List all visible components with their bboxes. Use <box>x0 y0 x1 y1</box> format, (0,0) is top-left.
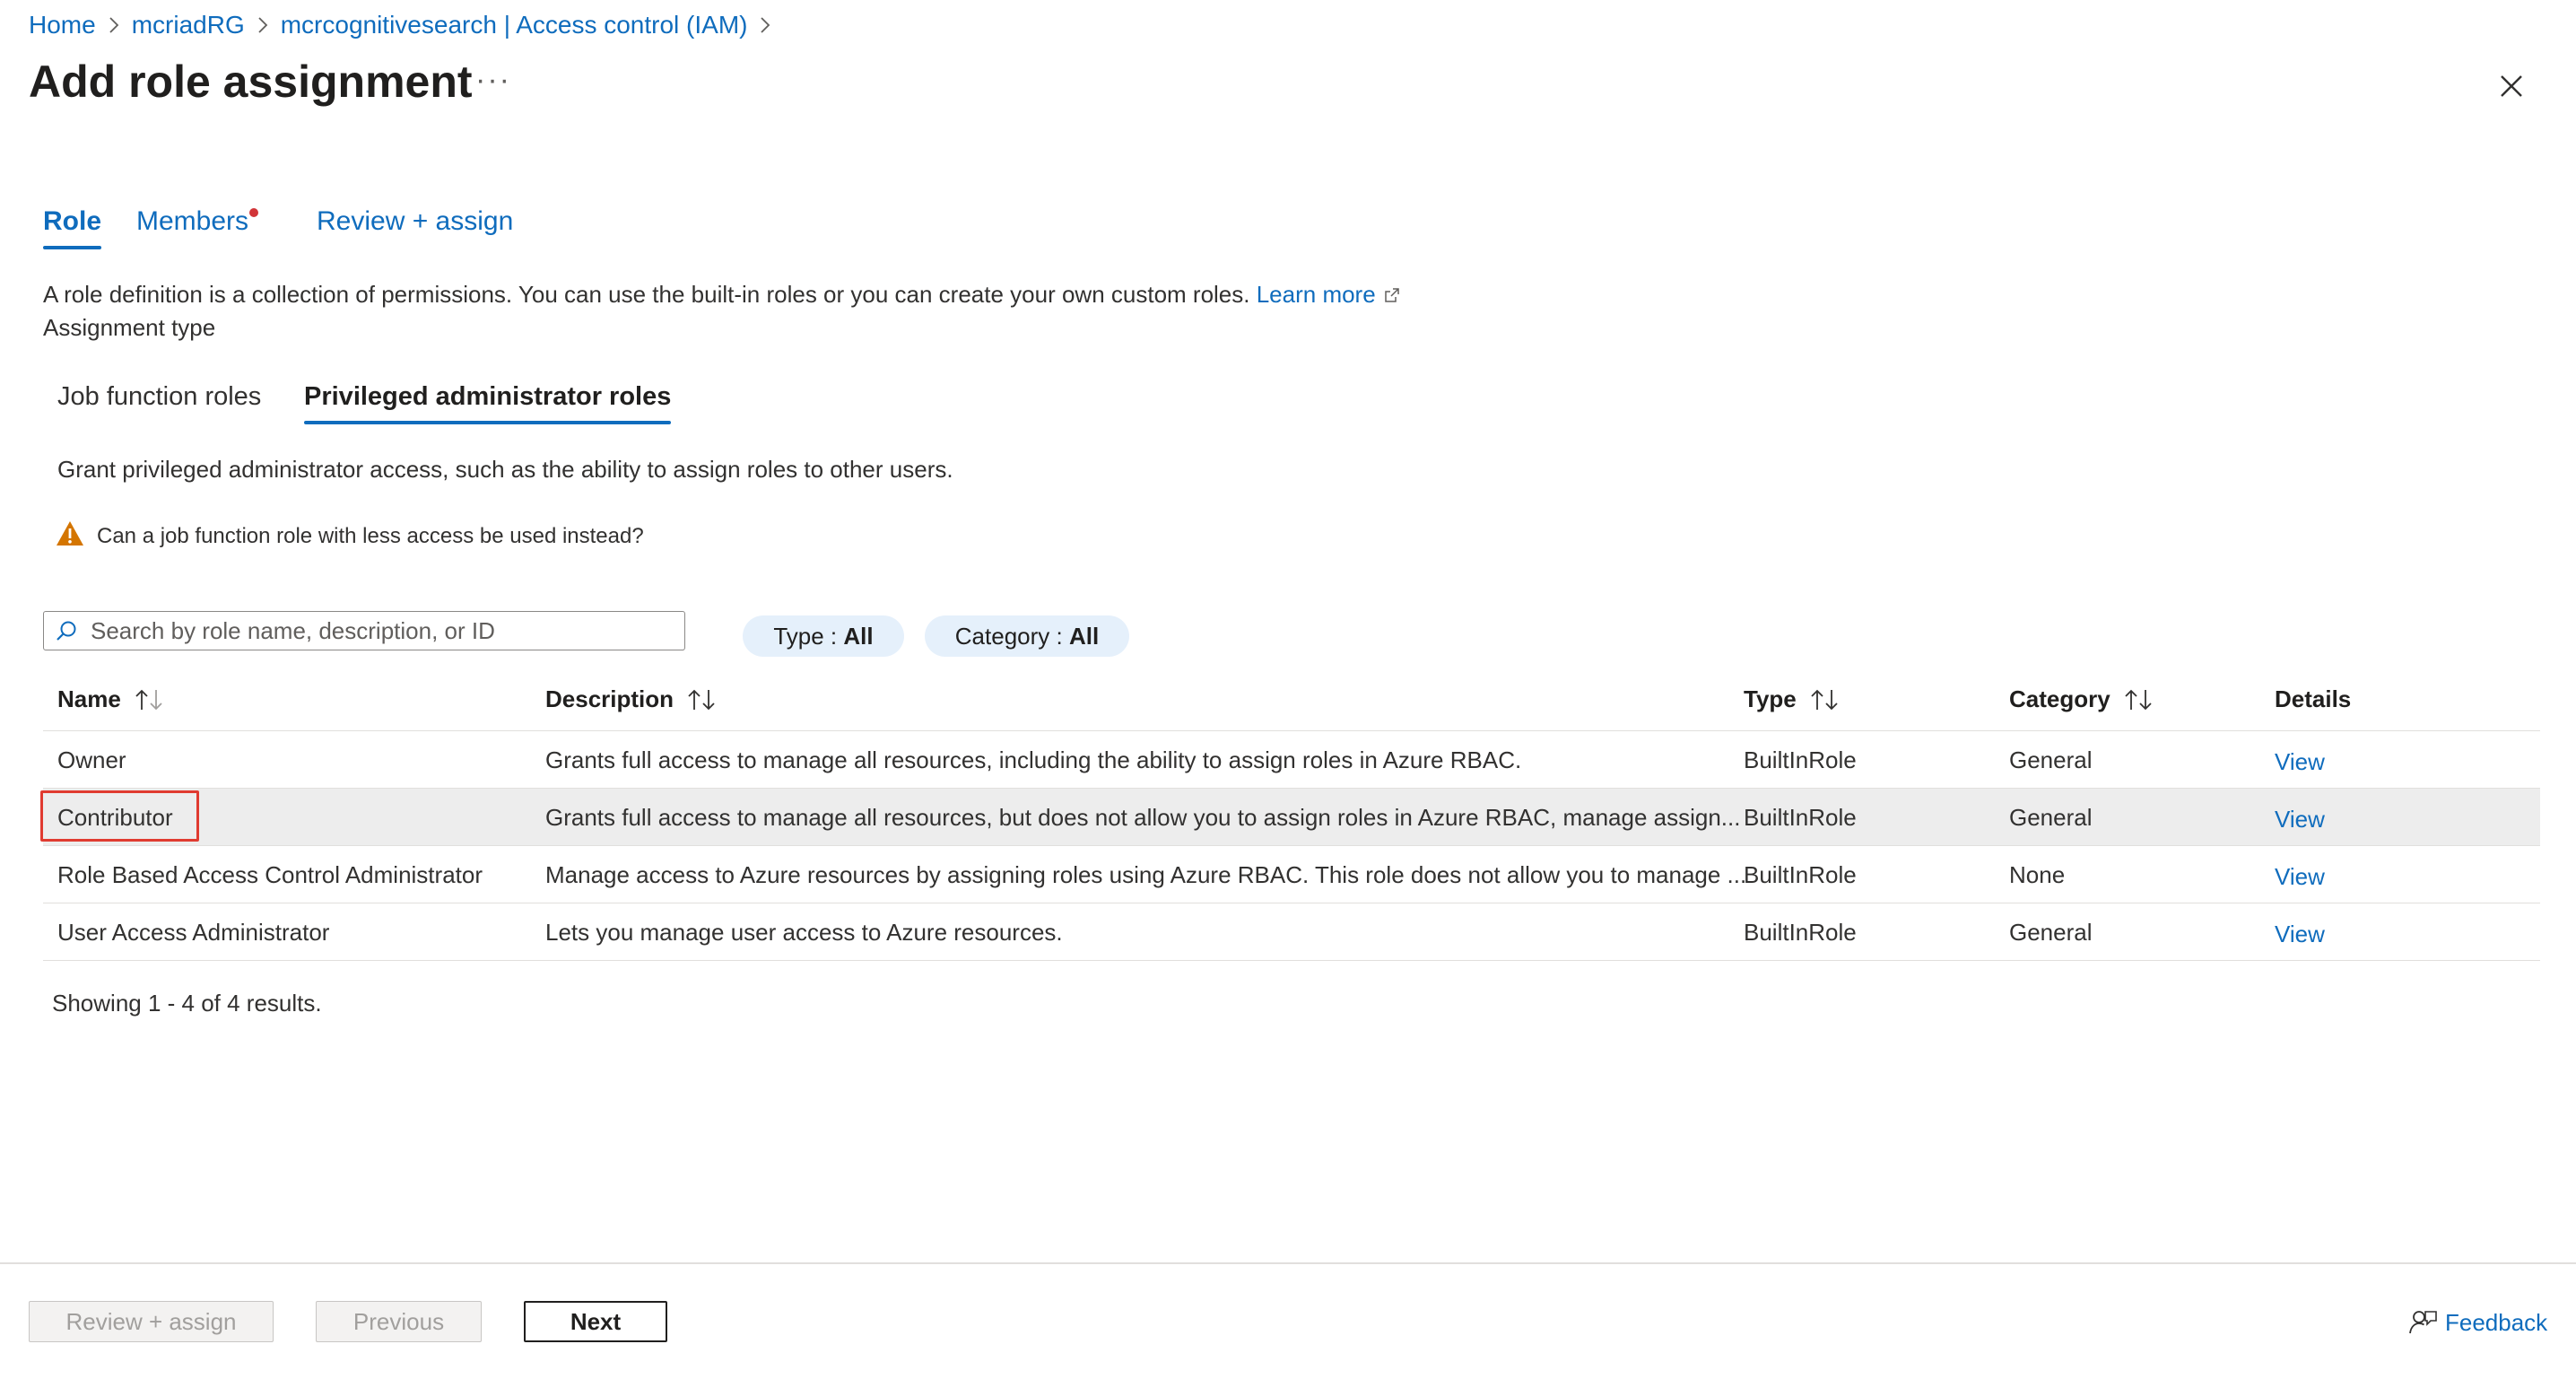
role-description-cell: Grants full access to manage all resources, but does not allow you to assign roles in Azure RBAC, manage assign... <box>545 804 1741 831</box>
external-link-icon <box>1383 283 1401 310</box>
role-type: BuiltInRole <box>1744 804 1857 831</box>
close-button[interactable] <box>2493 68 2529 104</box>
view-details-link[interactable]: View <box>2275 748 2325 775</box>
role-name: User Access Administrator <box>57 919 330 946</box>
chevron-right-icon <box>257 16 268 34</box>
filter-type-label: Type : <box>773 622 838 650</box>
sort-icon <box>2123 688 2154 711</box>
role-name: Contributor <box>57 804 173 831</box>
assignment-type-label: Assignment type <box>43 314 216 341</box>
column-header-category[interactable] <box>2009 685 2154 713</box>
filter-type[interactable] <box>743 615 904 657</box>
feedback-label: Feedback <box>2445 1308 2548 1336</box>
filter-type-value: All <box>843 622 874 650</box>
view-details-link[interactable]: View <box>2275 806 2325 833</box>
filter-category-value: All <box>1068 622 1100 650</box>
table-row[interactable] <box>43 846 2540 903</box>
warning-text: Can a job function role with less access be used instead? <box>97 523 644 548</box>
search-box <box>43 611 685 650</box>
warning-message <box>56 520 644 552</box>
breadcrumb-home[interactable]: Home <box>29 11 96 39</box>
previous-button[interactable]: Previous <box>316 1301 482 1342</box>
sort-ascending-icon <box>134 688 164 711</box>
role-type: BuiltInRole <box>1744 861 1857 888</box>
role-description-cell: Manage access to Azure resources by assigning roles using Azure RBAC. This role does not allow you to manage ... <box>545 861 1747 888</box>
footer-divider <box>0 1262 2576 1264</box>
grant-description: Grant privileged administrator access, such as the ability to assign roles to other users. <box>57 456 953 483</box>
column-header-description[interactable] <box>545 685 717 713</box>
column-name-label: Name <box>57 685 121 712</box>
close-icon <box>2493 68 2529 104</box>
search-icon <box>55 619 78 642</box>
view-details-link[interactable]: View <box>2275 863 2325 890</box>
role-type: BuiltInRole <box>1744 746 1857 773</box>
column-type-label: Type <box>1744 685 1797 712</box>
warning-icon <box>56 520 84 552</box>
roles-table <box>43 671 2540 961</box>
breadcrumb-access-control[interactable]: mcrcognitivesearch | Access control (IAM) <box>280 11 748 39</box>
role-description-cell: Grants full access to manage all resources, including the ability to assign roles in Azure RBAC. <box>545 746 1522 773</box>
column-description-label: Description <box>545 685 674 712</box>
learn-more-link[interactable]: Learn more <box>1256 281 1376 308</box>
role-description-cell: Lets you manage user access to Azure resources. <box>545 919 1063 946</box>
results-count: Showing 1 - 4 of 4 results. <box>52 990 322 1017</box>
table-row-selected[interactable] <box>43 789 2540 846</box>
role-description <box>43 281 1401 310</box>
breadcrumb <box>29 9 783 41</box>
chevron-right-icon <box>760 16 770 34</box>
breadcrumb-resource-group[interactable]: mcriadRG <box>131 11 245 39</box>
tab-job-function-roles[interactable]: Job function roles <box>57 382 262 411</box>
page-title: Add role assignment <box>29 57 473 107</box>
role-category: General <box>2009 746 2093 773</box>
more-options-button[interactable]: ··· <box>475 63 511 97</box>
tab-role[interactable]: Role <box>43 206 101 249</box>
table-header <box>43 671 2540 731</box>
column-header-type[interactable] <box>1744 685 1840 713</box>
review-assign-button[interactable]: Review + assign <box>29 1301 274 1342</box>
role-name: Owner <box>57 746 126 773</box>
column-details-label: Details <box>2275 685 2352 712</box>
role-type: BuiltInRole <box>1744 919 1857 946</box>
table-row[interactable] <box>43 903 2540 961</box>
sort-icon <box>1809 688 1840 711</box>
view-details-link[interactable]: View <box>2275 921 2325 947</box>
tab-members[interactable]: Members <box>136 206 249 236</box>
tab-privileged-administrator-roles[interactable]: Privileged administrator roles <box>304 382 671 424</box>
column-header-name[interactable] <box>57 685 164 713</box>
feedback-button[interactable] <box>2407 1308 2547 1337</box>
search-input[interactable] <box>89 616 666 646</box>
filter-category-label: Category : <box>954 622 1063 650</box>
column-category-label: Category <box>2009 685 2110 712</box>
filter-category[interactable] <box>925 615 1129 657</box>
feedback-icon <box>2407 1308 2438 1337</box>
next-button[interactable]: Next <box>524 1301 667 1342</box>
tab-review-assign[interactable]: Review + assign <box>317 206 514 236</box>
table-row[interactable] <box>43 731 2540 789</box>
members-indicator-dot <box>249 208 258 217</box>
role-name: Role Based Access Control Administrator <box>57 861 483 888</box>
sort-icon <box>686 688 717 711</box>
role-description-text: A role definition is a collection of permissions. You can use the built-in roles or you can create your own custom roles. <box>43 281 1257 308</box>
column-header-details <box>2275 685 2351 713</box>
chevron-right-icon <box>109 16 119 34</box>
role-category: None <box>2009 861 2066 888</box>
role-category: General <box>2009 919 2093 946</box>
role-category: General <box>2009 804 2093 831</box>
